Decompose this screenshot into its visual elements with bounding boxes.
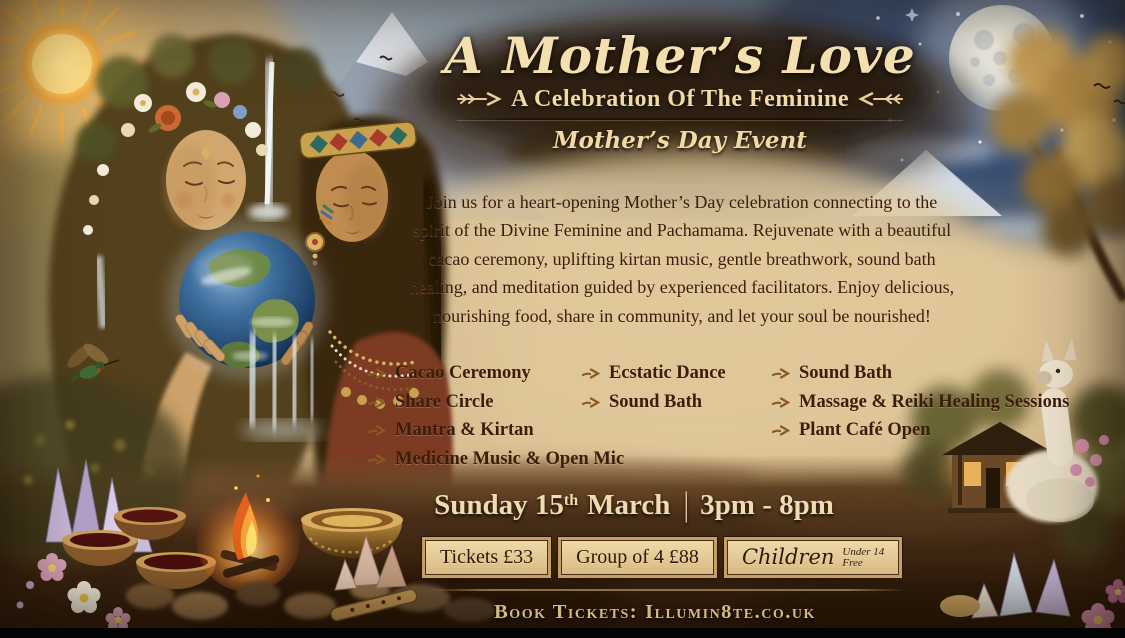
list-item: Medicine Music & Open Mic [368, 449, 624, 470]
ticket-group: Group of 4 £88 [561, 540, 714, 575]
list-item: Ecstatic Dance [582, 363, 726, 384]
title-divider [457, 118, 903, 120]
title-block [432, 26, 928, 154]
tickets-row [425, 540, 899, 575]
activities-column-2 [582, 363, 726, 420]
arrow-bullet-icon [368, 367, 386, 380]
arrow-bullet-icon [772, 367, 790, 380]
children-ticket-detail: Under 14 Free [842, 546, 885, 569]
booking-divider [428, 589, 906, 591]
arrow-bullet-icon [582, 367, 600, 380]
arrow-bullet-icon [368, 424, 386, 437]
arrow-bullet-icon [772, 424, 790, 437]
booking-banner [330, 601, 980, 624]
list-item: Sound Bath [772, 363, 1004, 384]
list-item: Cacao Ceremony [368, 363, 624, 384]
event-description: Join us for a heart-opening Mother’s Day celebration connecting to the spirit of the Divine Feminine and Pachamama. Rejuvenate with a beautiful cacao ceremony, uplifting kirtan music, gentle breathwork, sound bath healing, and meditation guided by experienced facilitators. Enjoy delicious, nourishing food, share in community, and let your soul be nourished! [409, 192, 955, 326]
subtitle: A Celebration Of The Feminine [510, 85, 850, 112]
ticket-single: Tickets £33 [425, 540, 548, 575]
ornament-left-icon [456, 91, 502, 107]
list-item: Share Circle [368, 392, 624, 413]
subtitle-row [432, 86, 928, 113]
bottom-letterbox-bar [0, 628, 1125, 638]
list-item: Sound Bath [582, 392, 726, 413]
schedule-banner [424, 486, 844, 524]
arrow-bullet-icon [582, 396, 600, 409]
ornament-right-icon [858, 91, 904, 107]
list-item: Plant Café Open [772, 420, 1004, 441]
activities-column-3 [772, 363, 1070, 449]
list-item: Massage & Reiki Healing Sessions [772, 392, 1004, 413]
tagline: Mother’s Day Event [553, 126, 807, 154]
arrow-bullet-icon [368, 453, 386, 466]
page-title: A Mother’s Love [444, 26, 916, 85]
list-item: Mantra & Kirtan [368, 420, 624, 441]
arrow-bullet-icon [368, 396, 386, 409]
event-date: Sunday 15th March [434, 489, 671, 521]
booking-label: Book Tickets: [494, 601, 639, 623]
earth-globe-icon [167, 220, 327, 380]
event-time: 3pm - 8pm [700, 489, 834, 521]
ticket-children: Children Under 14 Free [727, 540, 899, 575]
schedule-separator: | [683, 486, 690, 524]
booking-url: Illumin8te.co.uk [645, 601, 816, 623]
arrow-bullet-icon [772, 396, 790, 409]
